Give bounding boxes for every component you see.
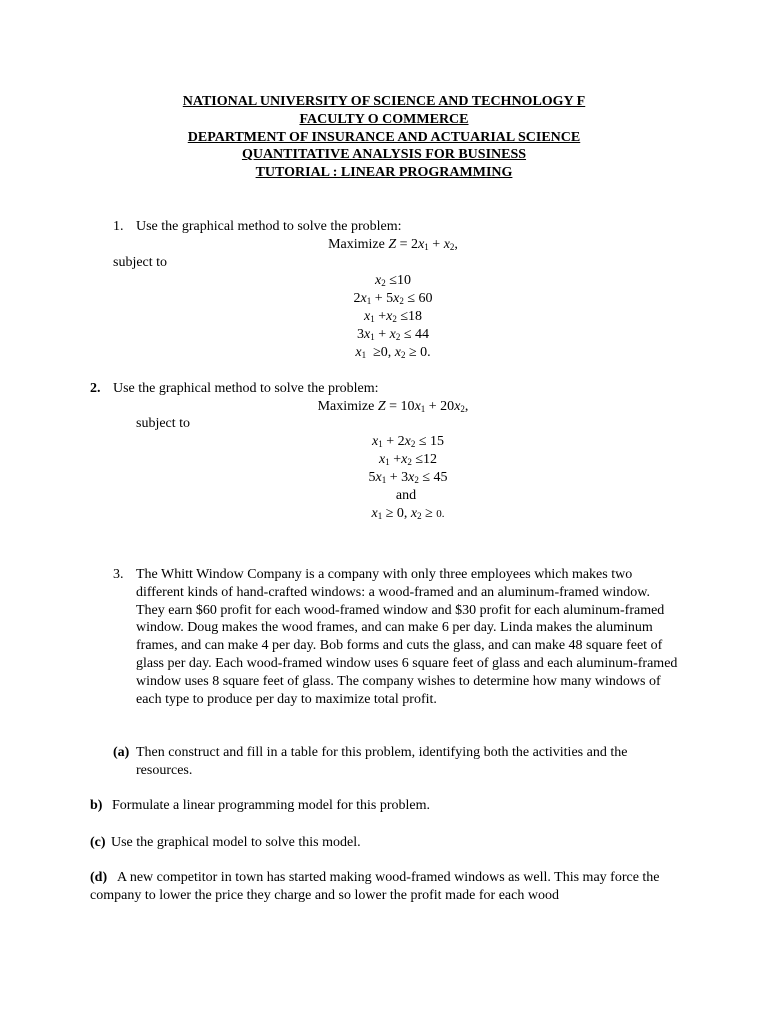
q2-constraint-2: $x_1 +x_2 \le 12$ [378, 452, 438, 467]
q1-nonnegativity: $x_1 \ge 0$, $x_2 \ge 0$. [355, 345, 431, 360]
q1-constraint-1: $x_2 \le 10$ [375, 273, 411, 288]
q1-objective: Maximize $Z = 2x_1 + x_2$, [328, 237, 458, 252]
q3b-text: Formulate a linear programming model for this problem. [112, 798, 431, 813]
q3d-label: (d) [90, 870, 108, 885]
q1-constraint-4: $3x_1 + x_2 \le 44$ [356, 327, 430, 342]
q2-nonnegativity: $x_1 \ge 0$, $x_2 \ge 0$. [371, 506, 445, 521]
q3a-label: (a) [113, 745, 130, 760]
q1-constraint-3: $x_1 +x_2 \le 18$ [363, 309, 423, 324]
document-header [0, 93, 768, 182]
q3c-label: (c) [90, 835, 106, 850]
header-faculty: FACULTY O COMMERCE [299, 111, 469, 127]
q2-constraint-3: $5x_1 + 3x_2 \le 45$ [368, 470, 448, 485]
q2-and: and [395, 488, 417, 503]
q1-intro: Use the graphical method to solve the problem: [136, 219, 402, 234]
q3b-label: b) [90, 798, 103, 813]
header-university: NATIONAL UNIVERSITY OF SCIENCE AND TECHNOLOGY F [182, 94, 586, 109]
q2-intro: Use the graphical method to solve the problem: [113, 381, 379, 396]
q1-constraint-2: $2x_1 + 5x_2 \le 60$ [353, 291, 433, 306]
q3-number: 3. [113, 567, 124, 582]
q3d-text: A new competitor in town has started making wood-framed windows as well. This may force the company to lower the price they charge and so lower the profit made for each wood [90, 870, 660, 903]
q2-number: 2. [90, 381, 101, 396]
q1-number: 1. [113, 219, 124, 234]
q2-objective: Maximize $Z = 10x_1 + 20x_2$, [317, 399, 469, 414]
q1-subject-to: subject to [113, 255, 168, 270]
header-tutorial: TUTORIAL : LINEAR PROGRAMMING [255, 165, 513, 181]
q3a-text: Then construct and fill in a table for this problem, identifying both the activities and the resources. [136, 745, 628, 778]
q2-constraint-1: $x_1 + 2x_2 \le 15$ [371, 434, 445, 449]
header-course: QUANTITATIVE ANALYSIS FOR BUSINESS [241, 147, 527, 163]
header-department: DEPARTMENT OF INSURANCE AND ACTUARIAL SCIENCE [187, 129, 581, 145]
q3c-text: Use the graphical model to solve this model. [111, 835, 361, 850]
q2-subject-to: subject to [136, 416, 191, 431]
q3-text: The Whitt Window Company is a company with only three employees which makes two different kinds of hand-crafted windows: a wood-framed and an aluminum-framed window. They earn $60 profit for each wood-framed window and $30 profit for each aluminum-framed window. Doug makes the wood frames, and can make 6 per day. Linda makes the aluminum frames, and can make 4 per day. Bob forms and cuts the glass, and can make 48 square feet of glass per day. Each wood-framed window uses 6 square feet of glass and each aluminum-framed window uses 8 square feet of glass. The company wishes to determine how many windows of each type to produce per day to maximize total profit. [136, 567, 678, 707]
